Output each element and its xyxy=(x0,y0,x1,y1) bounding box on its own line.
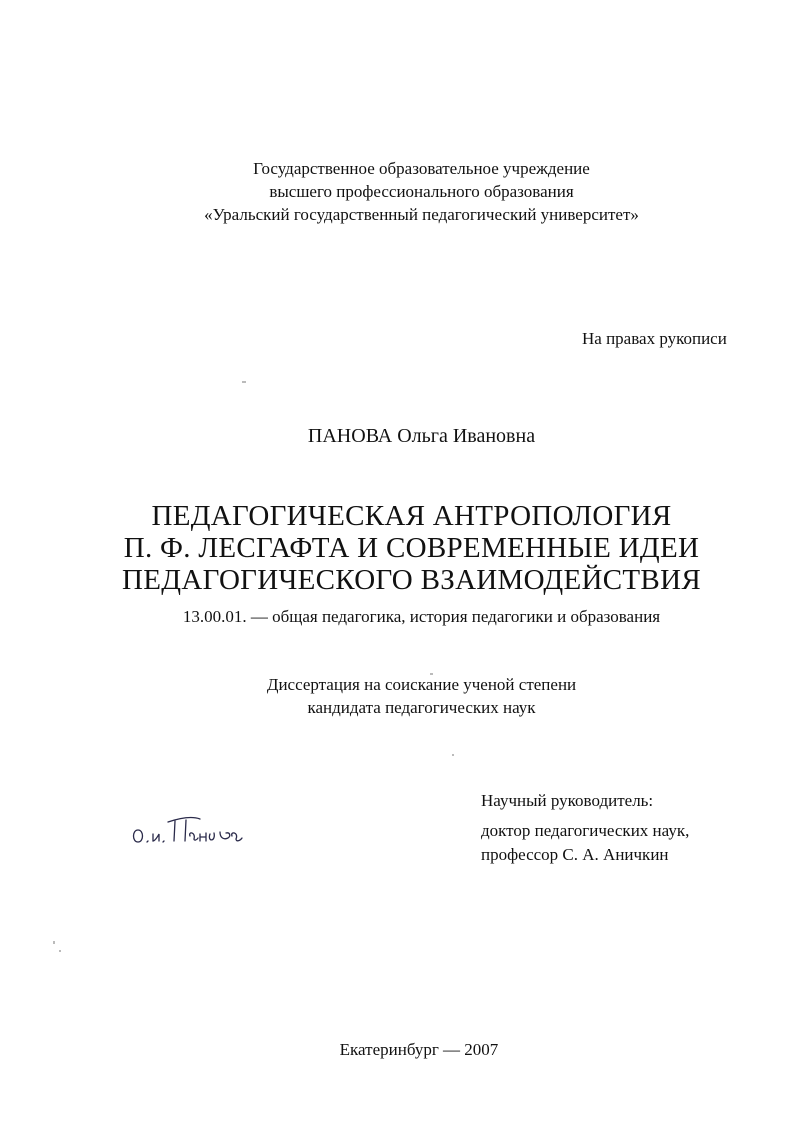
manuscript-note: На правах рукописи xyxy=(582,329,727,348)
institution-line-2: высшего профессионального образования xyxy=(269,182,574,201)
degree-line-2: кандидата педагогических наук xyxy=(307,698,536,717)
supervisor-block xyxy=(481,789,689,867)
degree-statement xyxy=(0,673,793,719)
supervisor-heading: Научный руководитель: xyxy=(481,791,654,810)
supervisor-name: профессор С. А. Аничкин xyxy=(481,845,669,864)
author-name: ПАНОВА Ольга Ивановна xyxy=(307,425,536,447)
dissertation-title xyxy=(0,500,793,596)
supervisor-degree: доктор педагогических наук, xyxy=(481,821,690,840)
title-line-3: ПЕДАГОГИЧЕСКОГО ВЗАИМОДЕЙСТВИЯ xyxy=(122,564,701,596)
institution-header xyxy=(0,157,793,226)
scan-speck xyxy=(53,941,55,944)
handwritten-signature xyxy=(130,808,260,848)
institution-line-3: «Уральский государственный педагогический университет» xyxy=(204,205,639,224)
city-year: Екатеринбург — 2007 xyxy=(339,1040,499,1059)
specialty-code: 13.00.01. — общая педагогика, история педагогики и образования xyxy=(182,607,661,626)
scan-speck xyxy=(59,950,61,952)
title-line-2: П. Ф. ЛЕСГАФТА И СОВРЕМЕННЫЕ ИДЕИ xyxy=(123,532,700,564)
title-line-1: ПЕДАГОГИЧЕСКАЯ АНТРОПОЛОГИЯ xyxy=(151,500,672,532)
degree-line-1: Диссертация на соискание ученой степени xyxy=(266,675,577,694)
institution-line-1: Государственное образовательное учреждение xyxy=(253,159,590,178)
scan-speck xyxy=(430,673,433,675)
scan-speck xyxy=(452,754,454,756)
scan-speck xyxy=(242,381,246,383)
